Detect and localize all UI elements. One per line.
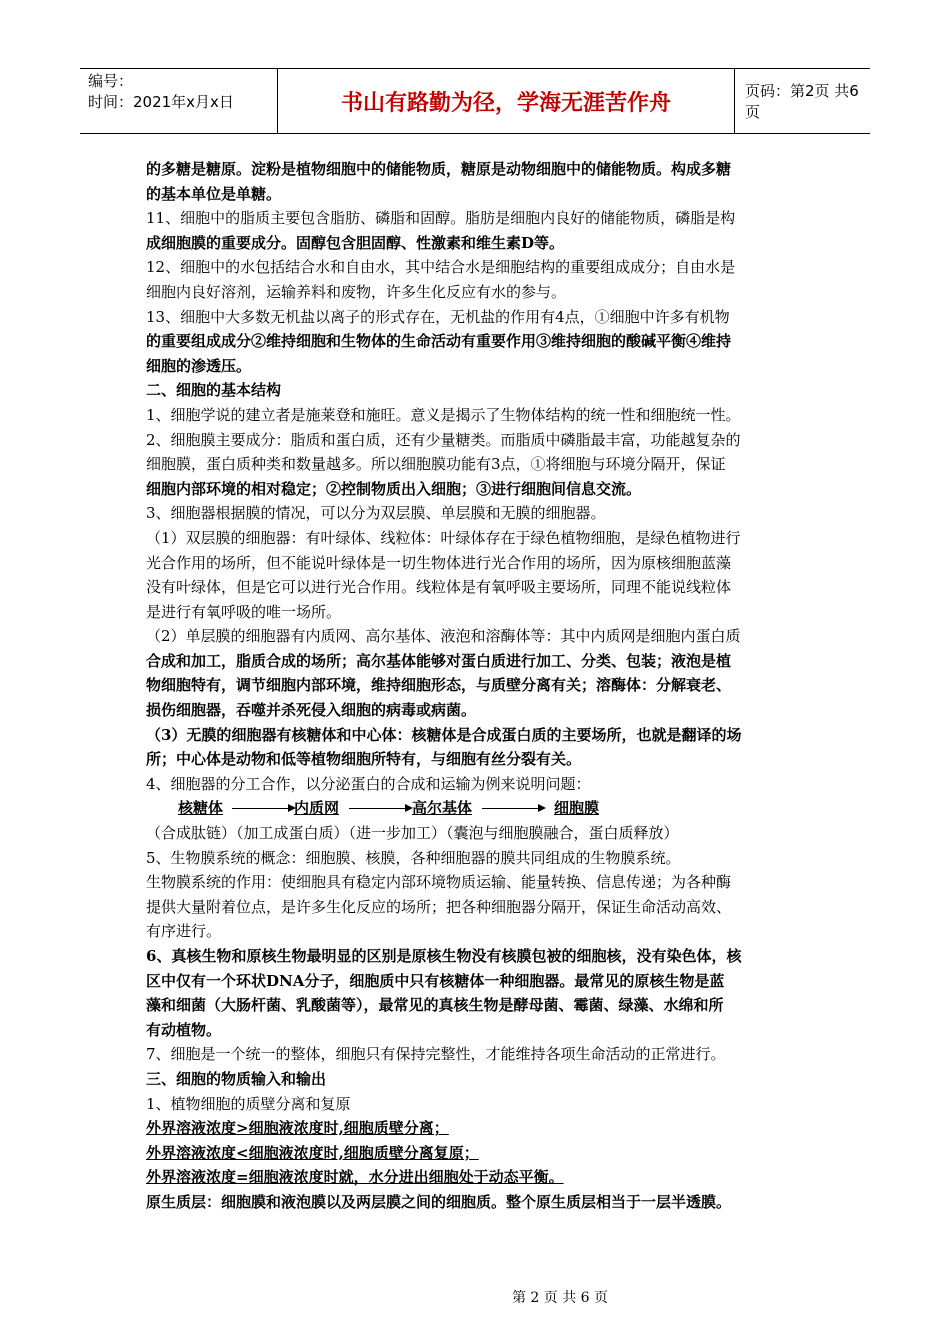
text-line: 外界溶液浓度<细胞液浓度时,细胞质壁分离复原；	[146, 1143, 479, 1162]
text-line: 藻和细菌（大肠杆菌、乳酸菌等），最常见的真核生物是酵母菌、霉菌、绿藻、水绵和所	[146, 996, 724, 1015]
text-line: 的基本单位是单糖。	[146, 184, 282, 203]
text-line: 3、细胞器根据膜的情况，可以分为双层膜、单层膜和无膜的细胞器。	[146, 504, 606, 523]
text-line: 的重要组成成分②维持细胞和生物体的生命活动有重要作用③维持细胞的酸碱平衡④维持	[146, 332, 732, 351]
text-line: 12、细胞中的水包括结合水和自由水，其中结合水是细胞结构的重要组成成分；自由水是	[146, 258, 736, 277]
text-line: 4、细胞器的分工合作，以分泌蛋白的合成和运输为例来说明问题：	[146, 774, 591, 793]
flow-step: 高尔基体	[412, 799, 473, 818]
text-line: 1、细胞学说的建立者是施莱登和施旺。意义是揭示了生物体结构的统一性和细胞统一性。	[146, 405, 741, 424]
text-line: 细胞膜，蛋白质种类和数量越多。所以细胞膜功能有3点，①将细胞与环境分隔开，保证	[146, 455, 726, 474]
text-line: 2、细胞膜主要成分：脂质和蛋白质，还有少量糖类。而脂质中磷脂最丰富，功能越复杂的	[146, 430, 741, 449]
arrow-right-icon	[232, 808, 294, 809]
text-line: 外界溶液浓度>细胞液浓度时,细胞质壁分离；	[146, 1119, 449, 1138]
text-line: （1）双层膜的细胞器：有叶绿体、线粒体：叶绿体存在于绿色植物细胞，是绿色植物进行	[146, 528, 741, 547]
text-line: 原生质层：细胞膜和液泡膜以及两层膜之间的细胞质。整个原生质层相当于一层半透膜。	[146, 1192, 732, 1211]
arrow-right-icon	[349, 808, 411, 809]
text-line: 是进行有氧呼吸的唯一场所。	[146, 602, 342, 621]
header-meta	[80, 69, 278, 133]
text-line: 光合作用的场所，但不能说叶绿体是一切生物体进行光合作用的场所，因为原核细胞蓝藻	[146, 553, 732, 572]
document-body	[146, 157, 814, 1215]
text-line: 13、细胞中大多数无机盐以离子的形式存在，无机盐的作用有4点，①细胞中许多有机物	[146, 307, 730, 326]
text-line: 生物膜系统的作用：使细胞具有稳定内部环境物质运输、能量转换、信息传递；为各种酶	[146, 873, 732, 892]
text-line: 没有叶绿体，但是它可以进行光合作用。线粒体是有氧呼吸主要场所，同理不能说线粒体	[146, 578, 732, 597]
text-line: 损伤细胞器，吞噬并杀死侵入细胞的病毒或病菌。	[146, 701, 477, 720]
text-line: 细胞的渗透压。	[146, 356, 252, 375]
text-line: 物细胞特有，调节细胞内部环境，维持细胞形态，与质壁分离有关；溶酶体：分解衰老、	[146, 676, 732, 695]
text-line: 7、细胞是一个统一的整体，细胞只有保持完整性，才能维持各项生命活动的正常进行。	[146, 1045, 726, 1064]
date-label: 时间：2021年x月x日	[88, 93, 234, 111]
text-line: （合成肽链）（加工成蛋白质）（进一步加工）（囊泡与细胞膜融合，蛋白质释放）	[146, 824, 679, 843]
text-line: 有动植物。	[146, 1020, 222, 1039]
text-line: 成细胞膜的重要成分。固醇包含胆固醇、性激素和维生素D等。	[146, 233, 565, 252]
text-line: （3）无膜的细胞器有核糖体和中心体：核糖体是合成蛋白质的主要场所，也就是翻译的场	[146, 725, 742, 744]
text-line: 的多糖是糖原。淀粉是植物细胞中的储能物质，糖原是动物细胞中的储能物质。构成多糖	[146, 160, 732, 178]
section-heading: 三、细胞的物质输入和输出	[146, 1069, 327, 1088]
text-line: 合成和加工，脂质合成的场所；高尔基体能够对蛋白质进行加工、分类、包装；液泡是植	[146, 651, 732, 670]
page-indicator: 页码：第2页 共6页	[745, 82, 859, 121]
flow-step: 核糖体	[178, 799, 224, 818]
text-line: 1、植物细胞的质壁分离和复原	[146, 1094, 351, 1113]
motto: 书山有路勤为径，学海无涯苦作舟	[278, 69, 735, 133]
flow-step: 细胞膜	[554, 799, 600, 818]
arrow-right-icon	[482, 808, 544, 809]
text-line: 5、生物膜系统的概念：细胞膜、核膜，各种细胞器的膜共同组成的生物膜系统。	[146, 848, 681, 867]
text-line: 外界溶液浓度=细胞液浓度时就，水分进出细胞处于动态平衡。	[146, 1168, 564, 1187]
page-header	[80, 68, 870, 134]
text-line: 有序进行。	[146, 922, 222, 941]
footer-page-number: 第 2 页 共 6 页	[511, 1290, 609, 1306]
section-heading: 二、细胞的基本结构	[146, 381, 282, 400]
secretion-flow	[146, 796, 814, 821]
text-line: 6、真核生物和原核生物最明显的区别是原核生物没有核膜包被的细胞核，没有染色体，核	[146, 947, 742, 965]
text-line: 细胞内部环境的相对稳定；②控制物质出入细胞；③进行细胞间信息交流。	[146, 479, 642, 498]
text-line: 区中仅有一个环状DNA分子，细胞质中只有核糖体一种细胞器。最常见的原核生物是蓝	[146, 971, 725, 990]
serial-label: 编号：	[88, 72, 134, 90]
text-line: 细胞内良好溶剂，运输养料和废物，许多生化反应有水的参与。	[146, 282, 567, 301]
text-line: 提供大量附着位点，是许多生化反应的场所；把各种细胞器分隔开，保证生命活动高效、	[146, 897, 732, 916]
text-line: 所；中心体是动物和低等植物细胞所特有，与细胞有丝分裂有关。	[146, 750, 582, 769]
text-line: （2）单层膜的细胞器有内质网、高尔基体、液泡和溶酶体等：其中内质网是细胞内蛋白质	[146, 627, 741, 646]
page-footer	[0, 1287, 950, 1307]
text-line: 11、细胞中的脂质主要包含脂肪、磷脂和固醇。脂肪是细胞内良好的储能物质，磷脂是构	[146, 209, 736, 228]
flow-step: 内质网	[294, 799, 340, 818]
